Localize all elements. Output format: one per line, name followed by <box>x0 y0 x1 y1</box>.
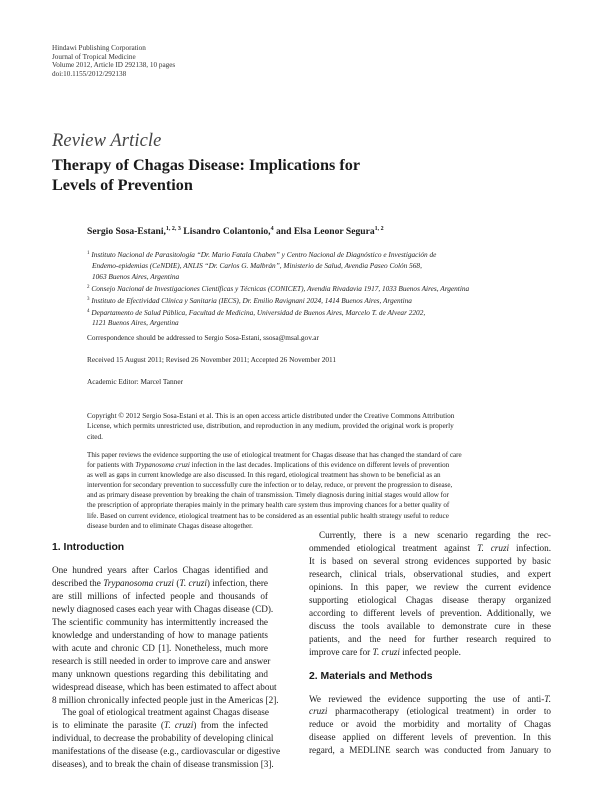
body-line: diseases), and to break the chain of disease transmission [3]. <box>52 759 274 770</box>
affiliation-text: Consejo Nacional de Investigaciones Científicas y Técnicas (CONICET), Avendia Rivadavia 1917, 1033 Buenos Aires, Argentina <box>91 283 470 293</box>
body-line: patients, and the need for further research required to <box>309 633 551 644</box>
author-affil-sup: 1, 2, 3 <box>165 226 181 232</box>
body-line: knowledge and understanding of how to manage patients <box>52 629 268 640</box>
affiliation-sup: 4 <box>87 308 90 314</box>
doi: doi:10.1155/2012/292138 <box>52 69 127 78</box>
academic-editor: Academic Editor: Marcel Tanner <box>87 377 183 386</box>
body-line: reduce or avoid the morbidity and mortality of Chagas <box>309 719 551 730</box>
author-list <box>87 226 384 237</box>
body-line: It is based on several strong evidences supported by basic <box>309 555 551 566</box>
affiliation-line: 1063 Buenos Aires, Argentina <box>92 271 180 281</box>
affiliation-sup: 1 <box>87 251 90 256</box>
body-line: many unknown questions regarding this debilitating and <box>52 668 268 679</box>
body-line: manifestations of the disease (e.g., cardiovascular or digestive <box>52 746 281 757</box>
body-line: discuss the tools available to demonstrate cure in these <box>309 620 551 631</box>
affiliation-line: Endemo-epidemias (CeNDIE), ANLIS “Dr. Carlos G. Malbrán”, Ministerio de Salud, Avendia Paseo Colón 568, <box>92 260 422 270</box>
abstract-line: for patients with Trypanosoma cruzi infection in the last decades. Implications of this evidence on different levels of prevention <box>87 461 450 470</box>
affiliation-line <box>87 307 557 319</box>
received-dates: Received 15 August 2011; Revised 26 November 2011; Accepted 26 November 2011 <box>87 355 337 364</box>
paper-title <box>52 155 492 195</box>
abstract <box>87 450 553 531</box>
body-line: widespread disease, which has been estimated to affect about <box>52 681 277 692</box>
copyright-notice <box>87 411 553 442</box>
left-column <box>52 529 281 771</box>
affiliation-text: Departamento de Salud Pública, Facultad de Medicina, Universidad de Buenos Aires, Marcelo T. de Alvear 2202, <box>91 307 426 317</box>
author-name: and Elsa Leonor Segura <box>273 226 375 237</box>
abstract-line: and as primary disease prevention by breaking the chain of transmission. Timely diagnosis during initial stages would allow for <box>87 491 449 500</box>
copyright-line: License, which permits unrestricted use, distribution, and reproduction in any medium, provided the original work is properly <box>87 421 454 431</box>
body-line: disease applied on different levels of prevention. In this <box>309 732 551 743</box>
affiliation-line: 1121 Buenos Aires, Argentina <box>92 318 179 328</box>
body-line: is to eliminate the parasite (T. cruzi) from the infected <box>52 720 268 731</box>
publisher: Hindawi Publishing Corporation <box>52 44 146 52</box>
affiliation-sup: 3 <box>87 296 90 302</box>
author-affil-sup: 1, 2 <box>374 226 384 232</box>
body-line: are still millions of infected people and thousands of <box>52 590 268 601</box>
abstract-line: as well as gaps in current knowledge are also discussed. In this regard, etiological treatment has shown to be beneficial as an <box>87 471 441 480</box>
article-type: Review Article <box>52 131 162 151</box>
abstract-line: intervention for secondary prevention to successfully cure the infection or to delay, reduce, or prevent the progression to disease, <box>87 481 453 490</box>
body-line: We reviewed the evidence supporting the use of anti-T. <box>309 693 551 704</box>
body-line: supporting etiological Chagas disease therapy organized <box>309 594 551 605</box>
author-affil-sup: 4 <box>270 226 274 232</box>
body-line: One hundred years after Carlos Chagas identified and <box>52 565 268 575</box>
affiliations <box>87 249 557 329</box>
body-line: regard, a MEDLINE search was conducted from January to <box>309 745 551 756</box>
affiliation-line <box>87 283 557 295</box>
body-line: research is still needed in order to improve care and answer <box>52 655 271 666</box>
body-line: research, clinical trials, observational studies, and expert <box>309 568 551 579</box>
author-name: Sergio Sosa-Estani, <box>87 226 166 237</box>
body-line: Currently, there is a new scenario regarding the rec- <box>319 530 551 540</box>
abstract-line: life. Based on current evidence, etiological treatment has to be considered as an essential public health strategy useful to reduce <box>87 511 449 520</box>
copyright-line: Copyright © 2012 Sergio Sosa-Estani et al. This is an open access article distributed under the Creative Commons Attribution <box>87 411 455 420</box>
right-column <box>309 529 551 757</box>
body-line: newly diagnosed cases each year with Chagas disease (CD). <box>52 603 274 614</box>
author-name: Lisandro Colantonio, <box>180 226 271 237</box>
body-line: cruzi pharmacotherapy (etiological treatment) in order to <box>309 706 551 717</box>
body-line: described the Trypanosoma cruzi (T. cruzi) infection, there <box>52 577 269 588</box>
affiliation-sup: 2 <box>87 284 90 290</box>
copyright-line: cited. <box>87 431 104 441</box>
body-line: with acute and chronic CD [1]. Nonetheless, much more <box>52 642 268 653</box>
section-heading-introduction: 1. Introduction <box>52 542 125 553</box>
body-line: according to different levels of prevention. Additionally, we <box>309 607 551 618</box>
journal-header <box>52 44 175 78</box>
volume-info: Volume 2012, Article ID 292138, 10 pages <box>52 61 176 70</box>
affiliation-text: Instituto de Efectividad Clínica y Sanitaria (IECS), Dr. Emilio Ravignani 2024, 1414 Buenos Aires, Argentina <box>91 295 412 305</box>
title-line: Levels of Prevention <box>52 176 193 194</box>
body-line: improve care for T. cruzi infected people. <box>309 646 461 657</box>
body-line: ommended etiological treatment against T. cruzi infection. <box>309 542 551 553</box>
affiliation-line <box>87 295 557 307</box>
journal-name: Journal of Tropical Medicine <box>52 52 136 61</box>
affiliation-line <box>87 249 557 261</box>
section-heading-methods: 2. Materials and Methods <box>309 670 433 682</box>
body-line: individual, to decrease the probability of developing clinical <box>52 733 274 744</box>
correspondence: Correspondence should be addressed to Sergio Sosa-Estani, ssosa@msal.gov.ar <box>87 333 319 342</box>
body-line: opinions. In this paper, we review the current evidence <box>309 581 551 592</box>
title-line: Therapy of Chagas Disease: Implications for <box>52 156 361 174</box>
abstract-line: This paper reviews the evidence supporting the use of etiological treatment for Chagas disease that has changed the standard of care <box>87 451 462 459</box>
body-line: 8 million chronically infected people just in the Americas [2]. <box>52 694 279 705</box>
body-line: The scientific community has intermittently increased the <box>52 616 268 627</box>
abstract-line: disease burden and to eliminate Chagas disease altogether. <box>87 521 253 530</box>
abstract-line: the prescription of appropriate therapies mainly in the primary health care system thus improving chances for a better quality of <box>87 501 450 510</box>
body-line: The goal of etiological treatment against Chagas disease <box>62 707 269 718</box>
affiliation-text: Instituto Nacional de Parasitología “Dr. Mario Fatala Chaben” y Centro Nacional de Diagnóstico e Investigación de <box>91 250 437 259</box>
